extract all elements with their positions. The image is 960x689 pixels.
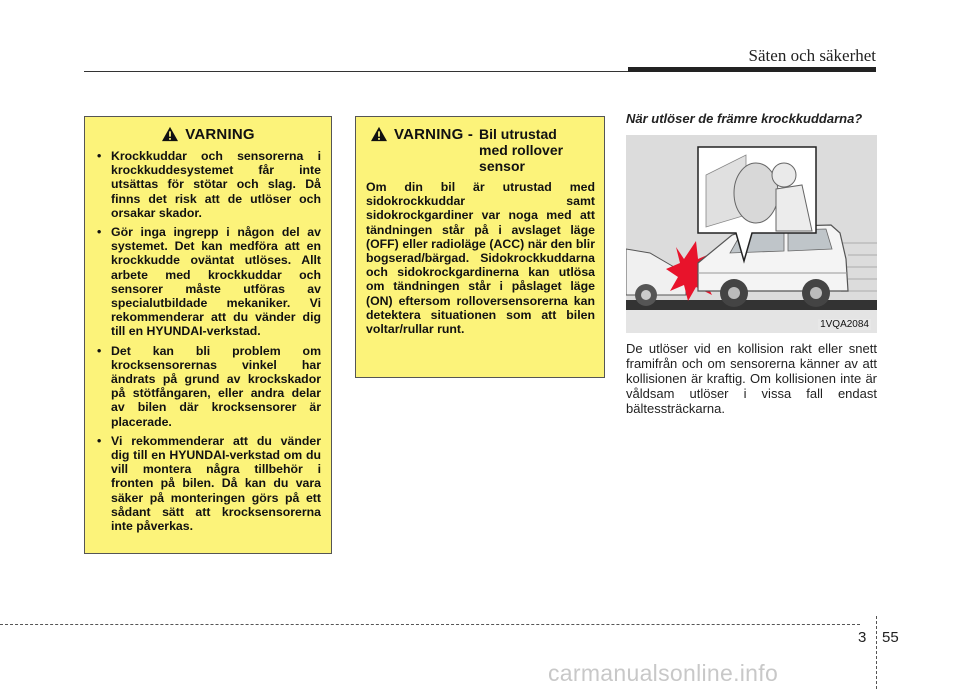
- warning-triangle-icon: [161, 126, 179, 142]
- warning-box-rollover-sensor: [355, 116, 605, 378]
- warning-subtitle-line: sensor: [479, 158, 525, 174]
- image-code-label: 1VQA2084: [820, 319, 869, 330]
- footer-rule: [0, 624, 860, 625]
- collision-scene-graphic: [626, 135, 877, 333]
- section-body-text: De utlöser vid en kollision rakt eller snett framifrån och om sensorerna känner av att kollisionen är kraftig. Om kollisionen inte är våldsam utlöser i vissa fall endast bältessträckarna.: [626, 341, 877, 416]
- watermark-text: carmanualsonline.info: [548, 660, 779, 686]
- footer-divider: [876, 616, 877, 689]
- warning-title: VARNING: [185, 126, 255, 143]
- warning-header: [366, 126, 595, 174]
- warning-triangle-icon: [370, 126, 388, 142]
- warning-box-airbag-sensors: [84, 116, 332, 554]
- warning-subtitle: [479, 126, 563, 174]
- warning-list: [95, 149, 321, 533]
- header-rule: [84, 71, 628, 72]
- warning-title: VARNING -: [394, 126, 474, 143]
- section-heading: När utlöser de främre krockkuddarna?: [626, 111, 863, 126]
- warning-item: • Gör inga ingrepp i någon del av systemet. Det kan medföra att en krockkudde oväntat utlöses. Allt arbete med krockkuddar och sensorer måste utföras av specialutbildade mekaniker. Vi rekommenderar att du vänder dig till en HYUNDAI-verkstad.: [95, 225, 321, 339]
- warning-subtitle-line: Bil utrustad: [479, 126, 557, 142]
- chapter-number: 3: [858, 629, 867, 646]
- page-header-title: Säten och säkerhet: [748, 46, 876, 65]
- warning-item: • Krockkuddar och sensorerna i krockkuddesystemet får inte utsättas för stötar och slag. Då finns det risk att de utlöser och orsakar skador.: [95, 149, 321, 220]
- page-number: 55: [882, 629, 899, 646]
- header-rule-accent: [628, 67, 876, 72]
- warning-item: • Det kan bli problem om krocksensorernas vinkel har ändrats på grund av krockskador på stötfångaren, eller andra delar av bilen där krocksensorer är placerade.: [95, 344, 321, 429]
- warning-body: Om din bil är utrustad med sidokrockkuddar samt sidokrockgardiner var noga med att tändningen står på i avslaget läge (OFF) eller radioläge (ACC) när den blir bogserad/bärgad. Sidokrockkuddarna och sidokrockgardinerna kan utlösa om tändningen står i påslaget läge (ON) eftersom rolloversensorerna kan detektera situationen som att bilen voltar/rullar runt.: [366, 180, 595, 337]
- warning-item: • Vi rekommenderar att du vänder dig till en HYUNDAI-verkstad om du vill montera några tillbehör i fronten på bilen. Då kan du vara säker på monteringen görs på ett sådant sätt att krocksensorerna inte påverkas.: [95, 434, 321, 533]
- front-airbag-illustration: [626, 135, 877, 333]
- warning-subtitle-line: med rollover: [479, 142, 564, 158]
- warning-header: [95, 126, 321, 143]
